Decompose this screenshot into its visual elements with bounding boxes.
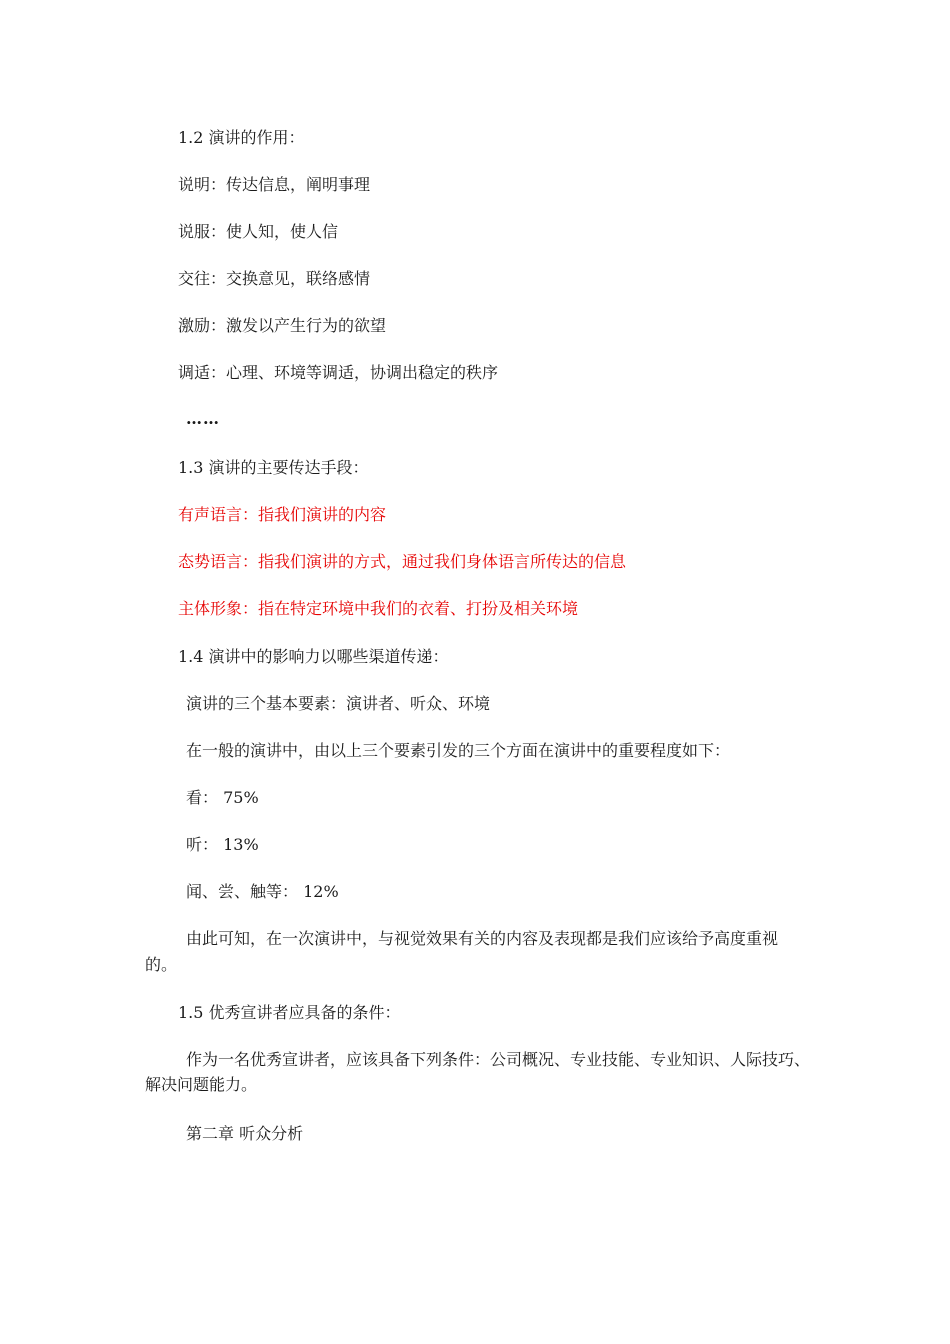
conclusion-line-2: 的。 <box>145 955 178 974</box>
role-motivate-line: 激励：激发以产生行为的欲望 <box>178 316 387 335</box>
role-explain-line: 说明：传达信息，阐明事理 <box>178 175 371 194</box>
conclusion-line-1: 由此可知，在一次演讲中，与视觉效果有关的内容及表现都是我们应该给予高度重视 <box>186 929 779 948</box>
section-1-3-heading: 1.3 演讲的主要传达手段： <box>178 458 369 477</box>
qualities-line-1: 作为一名优秀宣讲者，应该具备下列条件：公司概况、专业技能、专业知识、人际技巧、 <box>186 1050 811 1069</box>
ellipsis: …… <box>186 409 220 428</box>
section-1-4-heading: 1.4 演讲中的影响力以哪些渠道传递： <box>178 647 449 666</box>
elements-line: 演讲的三个基本要素：演讲者、听众、环境 <box>186 694 491 713</box>
role-adjust-line: 调适：心理、环境等调适，协调出稳定的秩序 <box>178 363 499 382</box>
stat-hear-line: 听： 13% <box>186 835 259 854</box>
stat-see-line: 看： 75% <box>186 788 259 807</box>
role-communicate-line: 交往：交换意见，联络感情 <box>178 269 371 288</box>
means-posture-line: 态势语言：指我们演讲的方式，通过我们身体语言所传达的信息 <box>178 552 627 571</box>
qualities-line-2: 解决问题能力。 <box>145 1075 258 1094</box>
section-1-5-heading: 1.5 优秀宣讲者应具备的条件： <box>178 1003 401 1022</box>
section-1-2-heading: 1.2 演讲的作用： <box>178 128 305 147</box>
role-persuade-line: 说服：使人知，使人信 <box>178 222 339 241</box>
chapter-2-heading: 第二章 听众分析 <box>186 1124 304 1143</box>
importance-intro-line: 在一般的演讲中，由以上三个要素引发的三个方面在演讲中的重要程度如下： <box>186 741 731 760</box>
means-voice-line: 有声语言：指我们演讲的内容 <box>178 505 387 524</box>
stat-other-line: 闻、尝、触等： 12% <box>186 882 339 901</box>
means-image-line: 主体形象：指在特定环境中我们的衣着、打扮及相关环境 <box>178 599 579 618</box>
